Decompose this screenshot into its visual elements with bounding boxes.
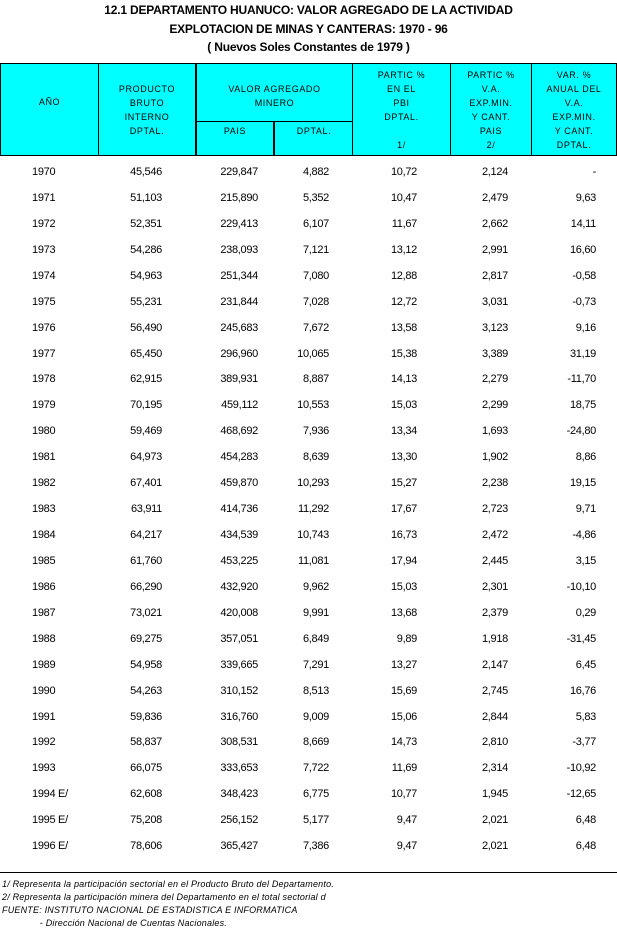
cell-va-dptal: 7,936 [302,425,329,438]
cell-pbi-dptal: 64,973 [130,451,162,464]
cell-partic-va: 2,445 [481,554,508,567]
table-row [0,762,617,778]
cell-pbi-dptal: 67,401 [130,477,162,490]
cell-year: 1978 [32,373,56,386]
cell-va-dptal: 8,669 [302,736,329,749]
cell-partic-pbi: 14,13 [390,373,417,386]
cell-va-dptal: 11,081 [297,554,329,567]
cell-year: 1993 [32,762,56,775]
cell-partic-va: 2,379 [481,606,508,619]
table-row [0,477,617,493]
cell-year: 1985 [32,554,56,567]
table-row [0,529,617,545]
cell-partic-va: 2,021 [481,840,508,853]
cell-pbi-dptal: 62,608 [130,788,162,801]
cell-partic-va: 2,021 [481,814,508,827]
cell-va-pais: 389,931 [220,373,258,386]
cell-var-anual: -31,45 [566,632,596,645]
cell-va-pais: 310,152 [220,684,258,697]
cell-va-pais: 414,736 [220,503,258,516]
cell-partic-pbi: 12,88 [390,269,417,282]
table-row [0,503,617,519]
cell-partic-pbi: 15,27 [390,477,417,490]
table-row [0,607,617,623]
table-row [0,425,617,441]
cell-partic-pbi: 9,47 [396,814,417,827]
cell-var-anual: 5,83 [575,710,596,723]
cell-year: 1975 [32,295,56,308]
cell-pbi-dptal: 54,963 [130,269,162,282]
cell-pbi-dptal: 73,021 [130,606,162,619]
cell-var-anual: 0,29 [575,606,596,619]
cell-va-dptal: 7,028 [302,295,329,308]
cell-year: 1995 E/ [32,814,68,827]
cell-va-pais: 215,890 [220,191,258,204]
cell-va-dptal: 7,121 [302,243,329,256]
header-text: BRUTO [129,98,165,108]
cell-partic-va: 2,238 [481,477,508,490]
cell-var-anual: -12,65 [566,788,596,801]
cell-var-anual: 16,60 [569,243,596,256]
header-partic-va [451,64,532,155]
cell-pbi-dptal: 66,290 [130,580,162,593]
cell-year: 1991 [32,710,56,723]
cell-var-anual: 16,76 [569,684,596,697]
cell-partic-va: 2,479 [481,191,508,204]
cell-year: 1989 [32,658,56,671]
cell-year: 1990 [32,684,56,697]
header-text: PAIS [479,126,503,136]
cell-partic-pbi: 15,03 [390,399,417,412]
header-va-pais: PAIS [197,121,275,155]
cell-va-pais: 454,283 [220,451,258,464]
header-text [353,124,450,138]
cell-year: 1994 E/ [32,788,68,801]
header-text: V.A. [564,98,584,108]
cell-va-pais: 251,344 [220,269,258,282]
cell-partic-pbi: 11,67 [391,217,417,230]
table-row [0,296,617,312]
cell-va-dptal: 8,887 [302,373,329,386]
cell-partic-pbi: 13,34 [390,425,417,438]
cell-partic-pbi: 13,58 [390,321,417,334]
cell-va-pais: 231,844 [220,295,258,308]
cell-va-dptal: 7,386 [302,840,329,853]
table-row [0,840,617,856]
cell-year: 1988 [32,632,56,645]
table-row [0,633,617,649]
cell-year: 1996 E/ [32,840,68,853]
cell-va-dptal: 9,962 [302,580,329,593]
header-text: VALOR AGREGADO [228,84,321,94]
cell-year: 1980 [32,425,56,438]
cell-partic-va: 2,472 [481,529,508,542]
cell-pbi-dptal: 56,490 [130,321,162,334]
cell-va-dptal: 8,639 [302,451,329,464]
header-year-label: AÑO [38,97,61,107]
cell-pbi-dptal: 69,275 [130,632,162,645]
cell-va-dptal: 8,513 [302,684,329,697]
header-var [532,64,616,155]
cell-va-pais: 357,051 [220,632,258,645]
header-footnote-ref: 1/ [397,140,406,150]
cell-va-pais: 434,539 [220,529,258,542]
cell-partic-pbi: 13,30 [390,451,417,464]
header-text: Y CANT. [554,126,594,136]
table-row [0,348,617,364]
cell-partic-va: 2,299 [481,399,508,412]
cell-var-anual: 19,15 [569,477,596,490]
cell-partic-pbi: 10,72 [390,166,417,178]
cell-va-dptal: 7,672 [302,321,329,334]
cell-var-anual: 9,71 [575,503,596,516]
cell-year: 1983 [32,503,56,516]
cell-partic-pbi: 17,67 [390,503,417,516]
cell-year: 1979 [32,399,56,412]
table-row [0,451,617,467]
cell-va-dptal: 10,065 [297,347,329,360]
cell-pbi-dptal: 45,546 [130,166,162,178]
cell-partic-pbi: 10,77 [390,788,417,801]
cell-va-dptal: 10,293 [297,477,329,490]
cell-pbi-dptal: 52,351 [130,217,162,230]
cell-pbi-dptal: 78,606 [130,840,162,853]
cell-va-dptal: 9,991 [302,606,329,619]
cell-va-dptal: 6,107 [302,217,329,230]
cell-partic-pbi: 9,89 [396,632,417,645]
header-text: INTERNO [124,112,170,122]
cell-partic-va: 2,844 [481,710,508,723]
cell-pbi-dptal: 59,836 [130,710,162,723]
cell-pbi-dptal: 70,195 [130,399,162,412]
header-text: PARTIC % [377,70,426,80]
header-text: PRODUCTO [118,84,176,94]
footnote-1: 1/ Representa la participación sectorial en el Producto Bruto del Departamento. [2,879,334,889]
header-partic-pbi [353,64,451,155]
cell-var-anual: - [592,166,596,178]
cell-var-anual: 6,48 [575,814,596,827]
cell-pbi-dptal: 62,915 [130,373,162,386]
cell-va-dptal: 7,291 [302,658,329,671]
cell-va-pais: 459,112 [221,399,258,412]
header-text: EXP.MIN. [552,112,596,122]
table-row [0,399,617,415]
cell-partic-pbi: 13,12 [390,243,417,256]
header-text: DPTAL. [129,126,165,136]
cell-va-pais: 333,653 [220,762,258,775]
header-va-dptal: DPTAL. [275,121,353,155]
cell-pbi-dptal: 58,837 [130,736,162,749]
table-row [0,244,617,260]
footer-divider [0,872,617,873]
cell-pbi-dptal: 65,450 [130,347,162,360]
table-row [0,218,617,234]
cell-var-anual: 6,45 [575,658,596,671]
cell-partic-va: 3,031 [481,295,508,308]
table-row [0,685,617,701]
cell-var-anual: 3,15 [575,554,596,567]
header-text: V.A. [481,84,501,94]
cell-partic-va: 3,123 [481,321,508,334]
cell-partic-va: 2,314 [481,762,508,775]
cell-partic-pbi: 15,69 [390,684,417,697]
table-header [0,63,617,156]
cell-va-pais: 468,692 [220,425,258,438]
cell-pbi-dptal: 54,286 [130,243,162,256]
cell-year: 1984 [32,529,56,542]
cell-partic-pbi: 10,47 [390,191,417,204]
cell-partic-va: 2,745 [481,684,508,697]
cell-year: 1992 [32,736,56,749]
cell-pbi-dptal: 64,217 [130,529,162,542]
cell-year: 1982 [32,477,56,490]
cell-var-anual: 18,75 [569,399,596,412]
cell-va-pais: 453,225 [220,554,258,567]
cell-va-pais: 245,683 [220,321,258,334]
cell-pbi-dptal: 63,911 [130,503,162,516]
cell-va-dptal: 10,743 [297,529,329,542]
cell-partic-va: 3,389 [481,347,508,360]
cell-va-dptal: 5,352 [302,191,329,204]
cell-partic-pbi: 17,94 [390,554,417,567]
cell-year: 1972 [32,217,56,230]
table-row [0,814,617,830]
cell-va-dptal: 6,849 [302,632,329,645]
table-row [0,373,617,389]
cell-va-pais: 459,870 [220,477,258,490]
cell-pbi-dptal: 51,103 [130,191,162,204]
cell-var-anual: 9,16 [575,321,596,334]
header-text: Y CANT. [471,112,511,122]
cell-va-pais: 229,847 [220,166,258,178]
cell-partic-va: 1,902 [481,451,508,464]
header-text: DPTAL. [384,112,419,122]
cell-var-anual: -10,92 [566,762,596,775]
table-row [0,736,617,752]
header-text: PARTIC % [467,70,515,80]
cell-year: 1977 [32,347,56,360]
cell-year: 1987 [32,606,56,619]
cell-va-pais: 256,152 [220,814,258,827]
cell-va-dptal: 9,009 [302,710,329,723]
cell-va-pais: 316,760 [220,710,258,723]
cell-var-anual: -0,73 [572,295,596,308]
header-footnote-ref: 2/ [486,140,496,150]
header-text: EXP.MIN. [469,98,513,108]
table-row [0,322,617,338]
cell-pbi-dptal: 61,760 [130,554,162,567]
cell-year: 1986 [32,580,56,593]
footnote-2: 2/ Representa la participación minera del Departamento en el total sectorial d [2,892,326,902]
cell-var-anual: -3,77 [572,736,596,749]
cell-year: 1973 [32,243,56,256]
cell-partic-pbi: 15,38 [390,347,417,360]
table-title-line2: EXPLOTACION DE MINAS Y CANTERAS: 1970 - 96 [169,22,448,36]
cell-va-dptal: 4,882 [302,166,329,178]
cell-var-anual: -10,10 [566,580,596,593]
header-text: MINERO [254,98,295,108]
cell-pbi-dptal: 54,263 [130,684,162,697]
cell-year: 1974 [32,269,56,282]
cell-partic-pbi: 16,73 [390,529,417,542]
cell-va-pais: 365,427 [220,840,258,853]
cell-year: 1981 [32,451,56,464]
cell-partic-pbi: 15,06 [390,710,417,723]
cell-partic-va: 2,147 [481,658,508,671]
cell-va-dptal: 10,553 [297,399,329,412]
table-subtitle: ( Nuevos Soles Constantes de 1979 ) [207,40,410,54]
cell-va-dptal: 11,292 [297,503,329,516]
table-row [0,555,617,571]
cell-partic-va: 2,279 [481,373,508,386]
table-row [0,788,617,804]
header-text: DPTAL. [556,140,592,150]
source-subnote: - Dirección Nacional de Cuentas Nacionales. [2,918,227,928]
cell-partic-pbi: 13,68 [390,606,417,619]
header-text: VAR. % [556,70,592,80]
cell-var-anual: -24,80 [566,425,596,438]
cell-partic-va: 2,991 [481,243,508,256]
cell-partic-va: 1,918 [481,632,508,645]
cell-year: 1976 [32,321,56,334]
cell-partic-va: 2,817 [481,269,508,282]
cell-va-pais: 339,665 [220,658,258,671]
cell-var-anual: -0,58 [572,269,596,282]
cell-partic-va: 2,124 [481,166,508,178]
cell-var-anual: 14,11 [570,217,596,230]
cell-va-dptal: 6,775 [302,788,329,801]
cell-pbi-dptal: 59,469 [130,425,162,438]
cell-var-anual: 6,48 [575,840,596,853]
cell-pbi-dptal: 75,208 [130,814,162,827]
cell-partic-pbi: 12,72 [390,295,417,308]
cell-var-anual: 9,63 [575,191,596,204]
cell-partic-pbi: 14,73 [390,736,417,749]
cell-va-pais: 229,413 [220,217,258,230]
cell-year: 1971 [32,191,56,204]
cell-pbi-dptal: 66,075 [130,762,162,775]
header-text: ANUAL DEL [546,84,602,94]
table-row [0,192,617,208]
cell-partic-va: 2,810 [481,736,508,749]
table-row [0,711,617,727]
cell-partic-va: 1,945 [481,788,508,801]
cell-va-dptal: 7,722 [302,762,329,775]
header-text: PBI [393,98,410,108]
cell-partic-va: 2,723 [481,503,508,516]
cell-partic-va: 1,693 [481,425,508,438]
cell-va-pais: 432,920 [220,580,258,593]
cell-year: 1970 [32,166,56,178]
cell-partic-va: 2,301 [481,580,508,593]
cell-va-pais: 296,960 [220,347,258,360]
table-title-line1: 12.1 DEPARTAMENTO HUANUCO: VALOR AGREGADO DE LA ACTIVIDAD [104,3,513,17]
cell-partic-pbi: 13,27 [390,658,417,671]
header-year [1,64,99,155]
cell-pbi-dptal: 54,958 [130,658,162,671]
cell-va-dptal: 7,080 [302,269,329,282]
source-note: FUENTE: INSTITUTO NACIONAL DE ESTADISTICA E INFORMATICA [2,905,298,915]
table-row [0,270,617,286]
cell-va-pais: 238,093 [220,243,258,256]
cell-va-pais: 348,423 [220,788,258,801]
cell-var-anual: 31,19 [569,347,596,360]
table-row [0,581,617,597]
cell-partic-pbi: 9,47 [396,840,417,853]
cell-var-anual: -4,86 [572,529,596,542]
cell-va-pais: 308,531 [220,736,258,749]
table-row [0,659,617,675]
cell-va-dptal: 5,177 [302,814,329,827]
cell-var-anual: 8,86 [575,451,596,464]
cell-partic-va: 2,662 [481,217,508,230]
cell-partic-pbi: 11,69 [391,762,417,775]
header-text: EN EL [386,84,416,94]
cell-va-pais: 420,008 [220,606,258,619]
cell-pbi-dptal: 55,231 [130,295,162,308]
cell-partic-pbi: 15,03 [390,580,417,593]
cell-var-anual: -11,70 [567,373,596,386]
header-pbi [99,64,197,155]
table-row [0,166,617,182]
